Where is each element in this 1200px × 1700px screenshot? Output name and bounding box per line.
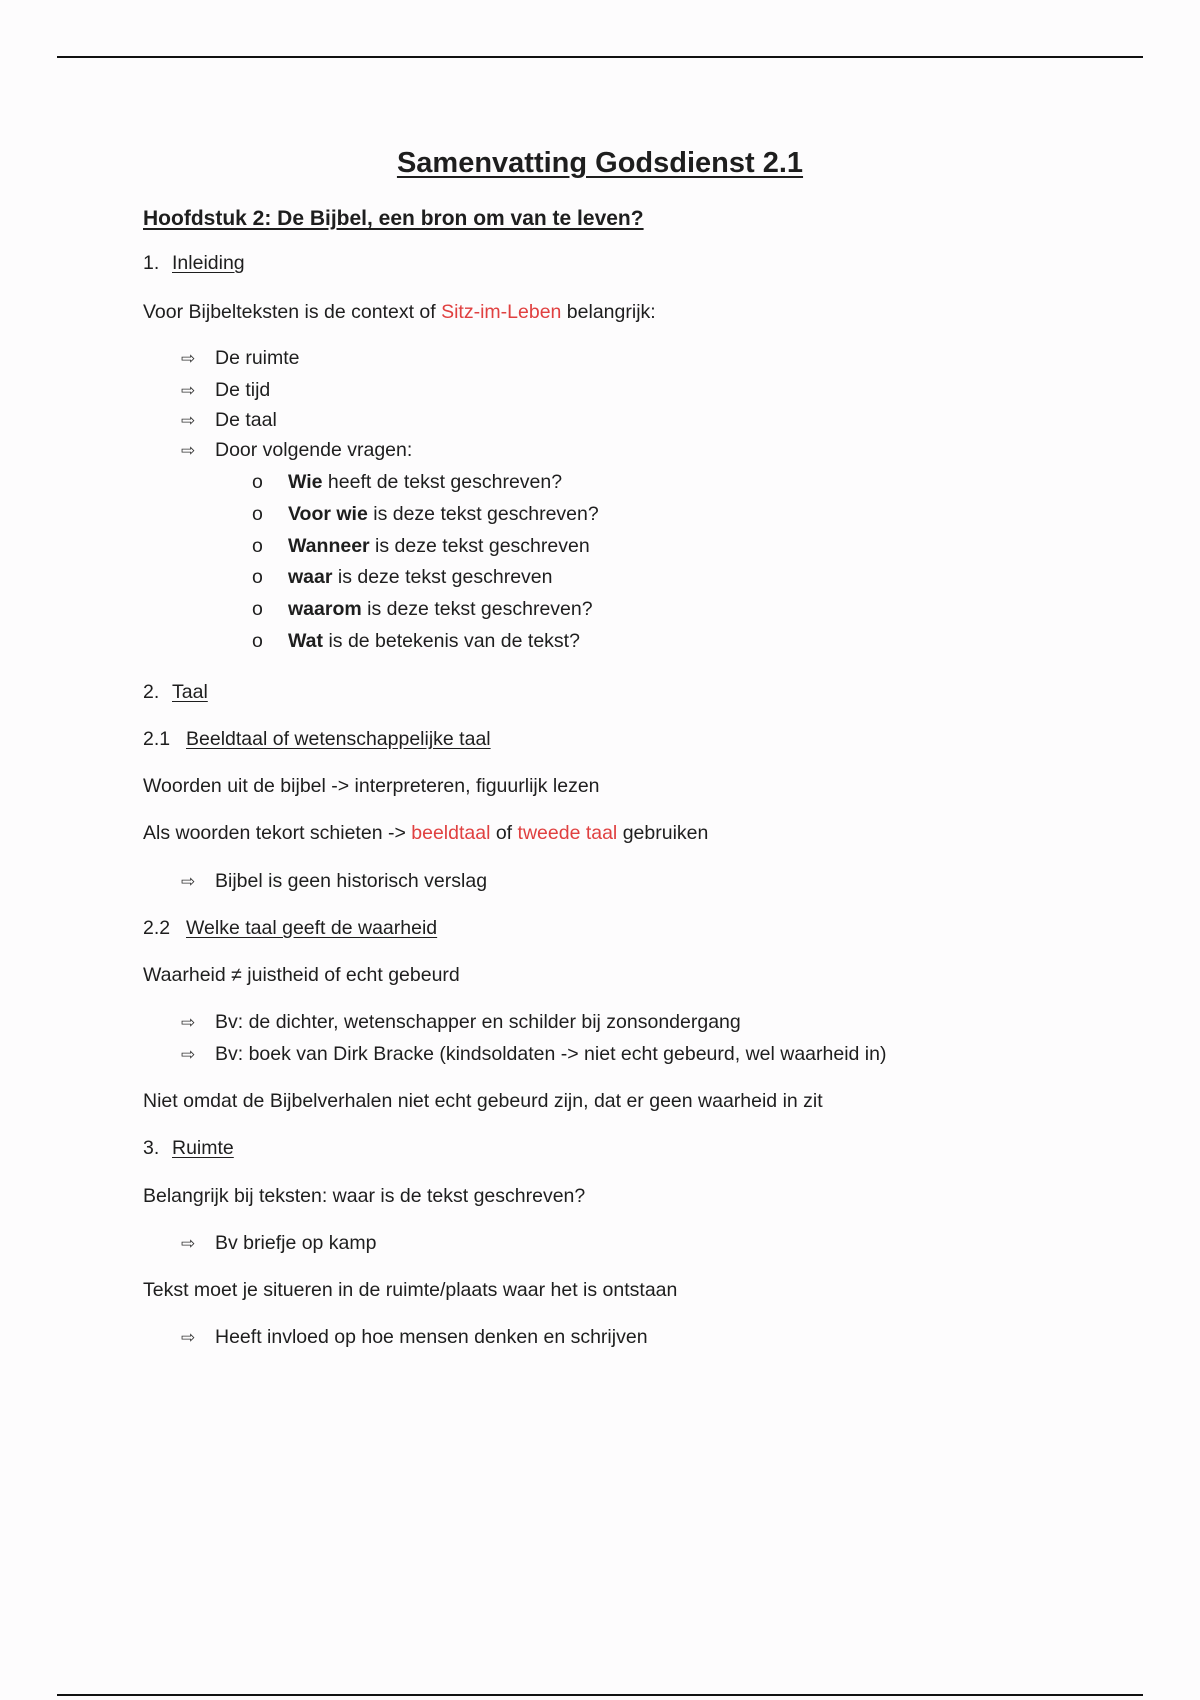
header-rule <box>57 56 1143 58</box>
highlight-term: beeldtaal <box>411 822 491 844</box>
arrow-right-icon: ⇨ <box>181 1045 196 1064</box>
circle-bullet-icon: o <box>252 566 263 588</box>
page-title: Samenvatting Godsdienst 2.1 <box>396 147 804 179</box>
subsection-heading-beeldtaal: 2.1 Beeldtaal of wetenschappelijke taal <box>143 728 491 750</box>
list-item: ⇨ Bv: de dichter, wetenschapper en schilder bij zonsondergang <box>181 1011 741 1033</box>
paragraph: Woorden uit de bijbel -> interpreteren, figuurlijk lezen <box>143 775 600 797</box>
list-item: ⇨ De ruimte <box>181 347 300 369</box>
circle-bullet-icon: o <box>252 471 263 493</box>
paragraph: Tekst moet je situeren in de ruimte/plaats waar het is ontstaan <box>143 1279 678 1301</box>
section-heading-ruimte: 3. Ruimte <box>143 1137 234 1159</box>
sub-list-item: o Voor wie is deze tekst geschreven? <box>252 503 599 525</box>
footer-rule <box>57 1694 1143 1696</box>
sub-list-item: o Wie heeft de tekst geschreven? <box>252 471 563 493</box>
paragraph: Waarheid ≠ juistheid of echt gebeurd <box>143 964 460 986</box>
list-item: ⇨ Heeft invloed op hoe mensen denken en schrijven <box>181 1326 648 1348</box>
list-item: ⇨ De taal <box>181 409 277 431</box>
arrow-right-icon: ⇨ <box>181 1013 196 1032</box>
circle-bullet-icon: o <box>252 535 263 557</box>
circle-bullet-icon: o <box>252 630 263 652</box>
list-item: ⇨ De tijd <box>181 379 271 401</box>
list-item: ⇨ Bv: boek van Dirk Bracke (kindsoldaten -> niet echt gebeurd, wel waarheid in) <box>181 1043 887 1065</box>
chapter-heading: Hoofdstuk 2: De Bijbel, een bron om van te leven? <box>143 207 644 230</box>
circle-bullet-icon: o <box>252 598 263 620</box>
arrow-right-icon: ⇨ <box>181 872 196 891</box>
highlight-term: Sitz-im-Leben <box>441 301 562 323</box>
arrow-right-icon: ⇨ <box>181 349 196 368</box>
sub-list-item: o Wanneer is deze tekst geschreven <box>252 535 590 557</box>
list-item: ⇨ Bv briefje op kamp <box>181 1232 377 1254</box>
sub-list-item: o waar is deze tekst geschreven <box>252 566 553 588</box>
highlight-term: tweede taal <box>517 822 618 844</box>
arrow-right-icon: ⇨ <box>181 441 196 460</box>
arrow-right-icon: ⇨ <box>181 1328 196 1347</box>
arrow-right-icon: ⇨ <box>181 381 196 400</box>
subsection-heading-waarheid: 2.2 Welke taal geeft de waarheid <box>143 917 438 939</box>
paragraph: Niet omdat de Bijbelverhalen niet echt gebeurd zijn, dat er geen waarheid in zit <box>143 1090 823 1112</box>
paragraph-intro: Voor Bijbelteksten is de context of Sitz-im-Leben belangrijk: <box>143 301 656 323</box>
section-heading-taal: 2. Taal <box>143 681 208 703</box>
sub-list-item: o waarom is deze tekst geschreven? <box>252 598 593 620</box>
list-item: ⇨ Bijbel is geen historisch verslag <box>181 870 488 892</box>
arrow-right-icon: ⇨ <box>181 1234 196 1253</box>
sub-list-item: o Wat is de betekenis van de tekst? <box>252 630 580 652</box>
paragraph: Belangrijk bij teksten: waar is de tekst geschreven? <box>143 1185 586 1207</box>
list-item: ⇨ Door volgende vragen: <box>181 439 413 461</box>
section-heading-inleiding: 1. Inleiding <box>143 252 245 274</box>
paragraph: Als woorden tekort schieten -> beeldtaal of tweede taal gebruiken <box>143 822 709 844</box>
arrow-right-icon: ⇨ <box>181 411 196 430</box>
circle-bullet-icon: o <box>252 503 263 525</box>
